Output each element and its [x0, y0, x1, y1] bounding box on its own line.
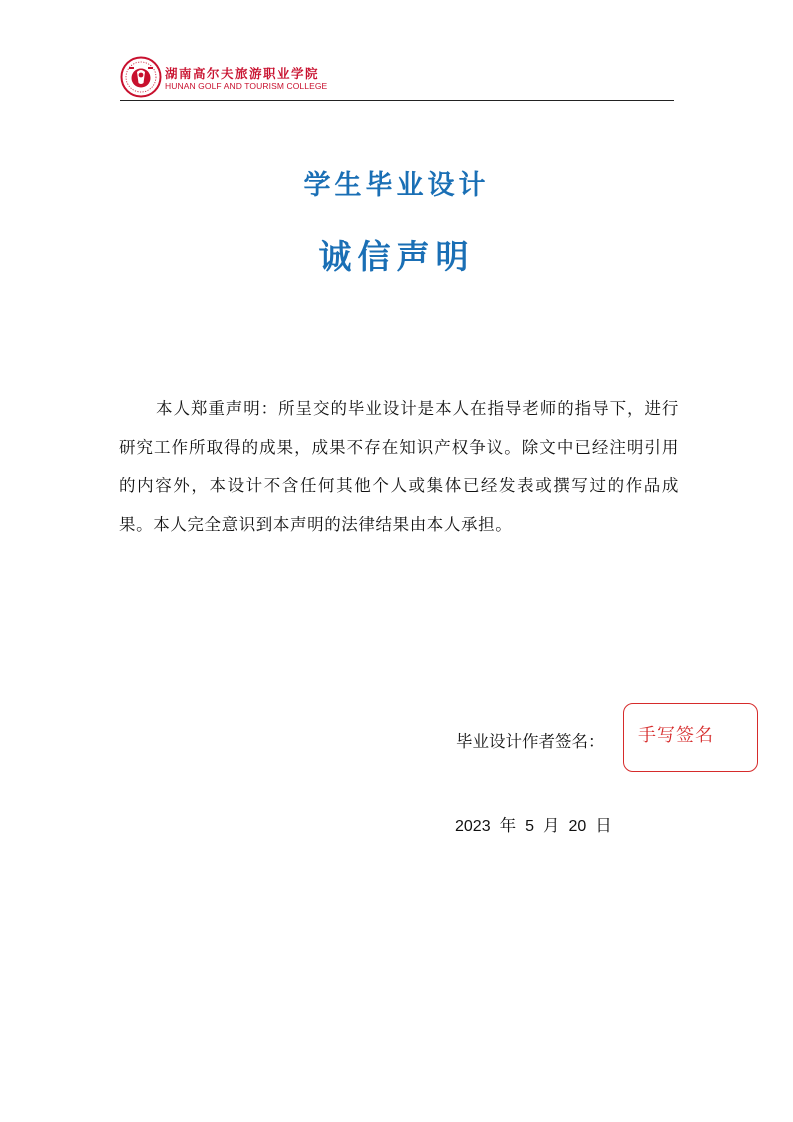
date-line [455, 812, 612, 836]
college-seal-logo-icon [120, 56, 162, 98]
date-month-unit: 月 [543, 816, 560, 835]
date-year: 2023 [455, 818, 491, 835]
integrity-statement: 本人郑重声明：所呈交的毕业设计是本人在指导老师的指导下，进行研究工作所取得的成果，成果不存在知识产权争议。除文中已经注明引用的内容外，本设计不含任何其他个人或集体已经发表或撰写过的作品成果。本人完全意识到本声明的法律结果由本人承担。 [119, 399, 679, 534]
school-name-en: HUNAN GOLF AND TOURISM COLLEGE [165, 81, 328, 91]
signature-placeholder: 手写签名 [638, 725, 714, 746]
date-day-unit: 日 [595, 816, 612, 835]
signature-box[interactable] [623, 703, 758, 772]
header-divider [120, 100, 674, 101]
document-subtitle: 诚信声明 [318, 237, 475, 276]
date-day: 20 [568, 818, 587, 835]
page-header [120, 56, 674, 100]
document-title: 学生毕业设计 [303, 170, 490, 201]
signature-label: 毕业设计作者签名： [456, 732, 605, 751]
date-month: 5 [525, 818, 534, 835]
school-name-cn: 湖南高尔夫旅游职业学院 [165, 66, 320, 81]
date-year-unit: 年 [499, 816, 517, 835]
